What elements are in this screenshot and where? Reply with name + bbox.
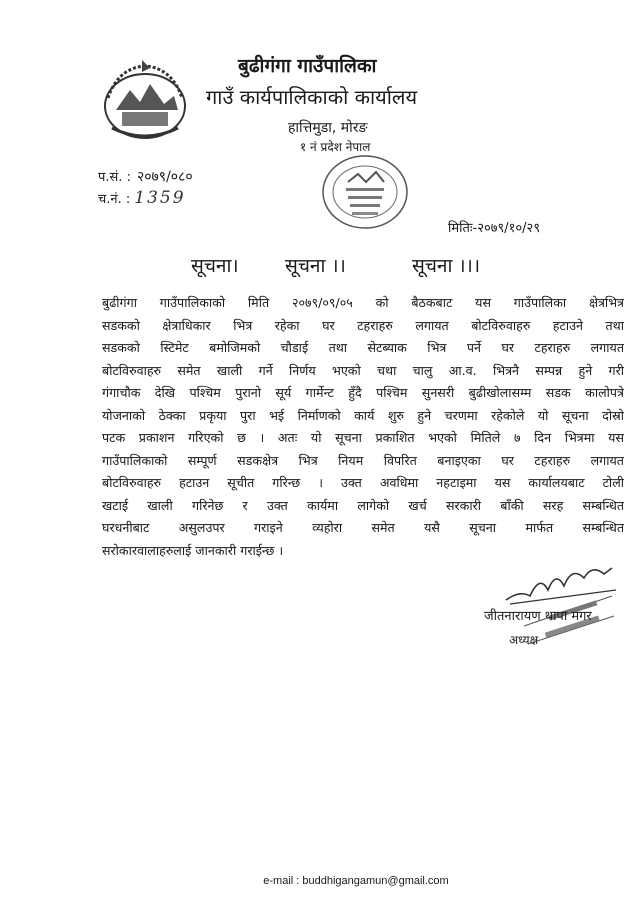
dispatch-value: 1359 bbox=[134, 188, 186, 208]
office-stamp bbox=[318, 152, 412, 232]
notice-body bbox=[102, 292, 624, 562]
body-line: सडकको क्षेत्राधिकार भित्र रहेका घर टहराहरु लगायत बोटविरुवाहरु हटाउने तथा bbox=[102, 317, 624, 333]
body-line: योजनाको ठेक्का प्रकृया पुरा भई निर्माणको कार्य शुरु हुने चरणमा रहेकोले यो सूचना दोस्रो bbox=[102, 407, 624, 423]
body-line: बोटविरुवाहरु समेत खाली गर्ने निर्णय भएको चथा चालु आ.व. भित्रनै सम्पन्न हुने गरी bbox=[102, 362, 624, 378]
notice-date: मितिः-२०७९/१०/२९ bbox=[448, 221, 541, 236]
headline-word: सूचना ।।। bbox=[412, 255, 481, 277]
body-line: गाउँपालिकाको सम्पूर्ण सडकक्षेत्र भित्र नियम विपरित बनाइएका घर टहराहरु लगायत bbox=[102, 452, 624, 468]
reference-value: २०७९/०८० bbox=[136, 169, 193, 185]
body-line: पटक प्रकाशन गरिएको छ । अतः यो सूचना प्रकाशित भएको मितिले ७ दिन भित्रमा यस bbox=[102, 430, 624, 445]
signer-title: अध्यक्ष bbox=[509, 633, 539, 647]
body-line: घरधनीबाट असुलउपर गराइने व्यहोरा समेत यसै सूचना मार्फत सम्बन्धित bbox=[102, 520, 624, 535]
body-line: खटाई खाली गरिनेछ र उक्त कार्यमा लागेको खर्च सरकारी बाँकी सरह सम्बन्धित bbox=[102, 497, 624, 513]
reference-number bbox=[98, 167, 193, 186]
office-location: हात्तिमुडा, मोरङ bbox=[288, 120, 368, 136]
body-line: सडकको स्टिमेट बमोजिमको चौडाई तथा सेटब्याक भित्र पर्ने घर टहराहरु लगायत bbox=[102, 340, 624, 355]
headline-word: सूचना ।। bbox=[285, 255, 346, 277]
dispatch-number bbox=[98, 188, 186, 208]
dispatch-label: च.नं. : bbox=[98, 192, 131, 207]
signer-name: जीतनारायण थापा मगर bbox=[484, 609, 592, 624]
body-line: सरोकारवालाहरुलाई जानकारी गराईन्छ । bbox=[102, 542, 284, 558]
body-line: गंगाचौक देखि पश्चिम पुरानो सूर्य गार्मेन्ट हुँदै पश्चिम सुनसरी बुढीखोलासम्म सडक कालोपत्रे bbox=[102, 385, 624, 400]
footer-email bbox=[0, 875, 644, 887]
reference-label: प.सं. : bbox=[98, 170, 131, 185]
headline-word: सूचना। bbox=[191, 255, 239, 277]
office-name: गाउँ कार्यपालिकाको कार्यालय bbox=[206, 85, 418, 109]
email-text: e-mail : buddhigangamun@gmail.com bbox=[263, 875, 449, 887]
organization-name: बुढीगंगा गाउँपालिका bbox=[238, 55, 377, 77]
body-line: बुढीगंगा गाउँपालिकाको मिति २०७९/०९/०५ को बैठकबाट यस गाउँपालिका क्षेत्रभित्र bbox=[102, 295, 624, 310]
office-ward: १ नं प्रदेश नेपाल bbox=[300, 140, 371, 154]
body-line: बोटविरुवाहरु हटाउन सूचीत गरिन्छ । उक्त अवधिमा नहटाइमा यस कार्यालयबाट टोली bbox=[102, 475, 624, 490]
municipality-emblem bbox=[98, 58, 192, 146]
